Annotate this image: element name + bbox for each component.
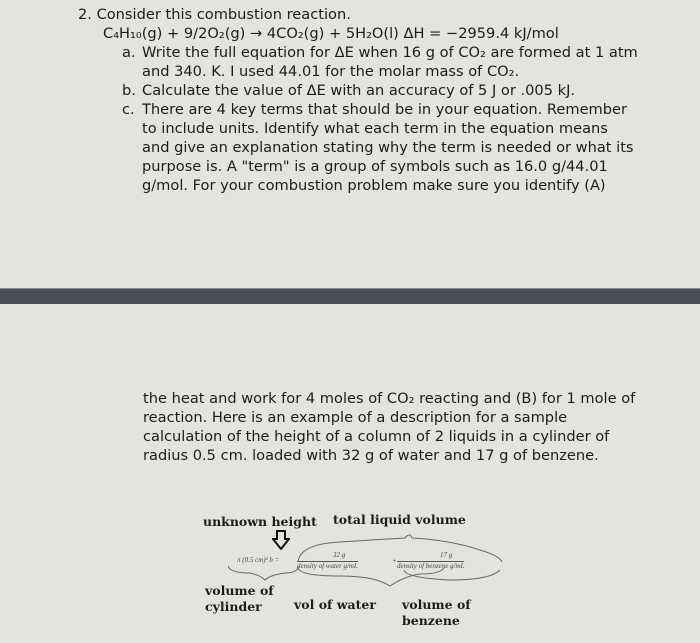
part-a-marker: a. (122, 44, 136, 61)
part-a-line: and 340. K. I used 44.01 for the molar mass of CO₂. (142, 63, 520, 80)
part-c-line: purpose is. A "term" is a group of symbols such as 16.0 g/44.01 (142, 158, 608, 175)
continuation-line: the heat and work for 4 moles of CO₂ reacting and (B) for 1 mole of (143, 390, 636, 407)
part-b-marker: b. (122, 82, 136, 99)
continuation-line: reaction. Here is an example of a description for a sample (143, 409, 568, 426)
vol-of-water-label: vol of water (294, 597, 376, 612)
continuation-line: radius 0.5 cm. loaded with 32 g of water and 17 g of benzene. (143, 447, 599, 464)
part-b-line: Calculate the value of ΔE with an accuracy of 5 J or .005 kJ. (142, 82, 576, 99)
part-c-line: and give an explanation stating why the term is needed or what its (142, 139, 634, 156)
plus-sign: + (392, 557, 397, 565)
volume-of-cylinder-label: volume of (205, 583, 274, 598)
water-density: density of water g/mL (297, 562, 358, 570)
cylinder-volume-expression: π (0.5 cm)² h = (237, 556, 280, 564)
part-a-line: Write the full equation for ΔE when 16 g of CO₂ are formed at 1 atm (142, 44, 638, 61)
continuation-line: calculation of the height of a column of 2 liquids in a cylinder of (143, 428, 610, 445)
volume-of-benzene-label: volume of (402, 597, 471, 612)
water-mass: 32 g (333, 551, 346, 559)
part-c-line: to include units. Identify what each term in the equation means (142, 120, 608, 137)
total-liquid-volume-label: total liquid volume (333, 512, 466, 527)
part-c-marker: c. (122, 101, 135, 118)
benzene-mass: 17 g (440, 551, 453, 559)
part-c-line: g/mol. For your combustion problem make sure you identify (A) (142, 177, 606, 194)
question-heading: 2. Consider this combustion reaction. (78, 6, 351, 23)
part-c-line: There are 4 key terms that should be in your equation. Remember (142, 101, 628, 118)
page-divider (0, 288, 700, 304)
reaction-equation: C₄H₁₀(g) + 9/2O₂(g) → 4CO₂(g) + 5H₂O(l) ΔH = −2959.4 kJ/mol (103, 25, 559, 42)
braces (190, 530, 510, 590)
unknown-height-label: unknown height (203, 514, 317, 529)
volume-of-cylinder-label: cylinder (205, 599, 262, 614)
benzene-density: density of benzene g/mL (397, 562, 465, 570)
volume-of-benzene-label: benzene (402, 613, 460, 628)
